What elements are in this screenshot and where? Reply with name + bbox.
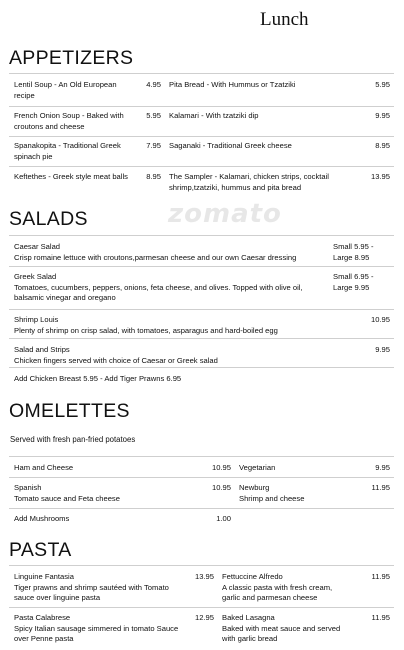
menu-item-price: 9.95 (375, 111, 390, 120)
menu-item (239, 463, 349, 474)
menu-item (14, 315, 329, 336)
menu-item-price: 10.95 (370, 315, 390, 324)
section-heading-appetizers: APPETIZERS (9, 47, 134, 69)
divider (9, 309, 394, 310)
price-small: Small 5.95 - (333, 242, 374, 251)
menu-item-price: 5.95 (146, 111, 161, 120)
menu-item: French Onion Soup - Baked with croutons and cheese (14, 111, 124, 131)
menu-item-price: 7.95 (146, 141, 161, 150)
menu-item (14, 463, 184, 474)
menu-item: Pita Bread - With Hummus or Tzatziki (169, 80, 296, 89)
menu-item-price: 1.00 (216, 514, 231, 523)
menu-item-price: 13.95 (194, 572, 214, 581)
menu-item: The Sampler - Kalamari, chicken strips, cocktail shrimp,tzatziki, hummus and pita bread (169, 172, 329, 192)
menu-item-desc: Chicken fingers served with choice of Caesar or Greek salad (14, 355, 218, 365)
divider (9, 136, 394, 137)
menu-item-price: 12.95 (194, 613, 214, 622)
menu-item-price: 11.95 (371, 483, 390, 492)
menu-item-price: 5.95 (375, 80, 390, 89)
menu-item-desc: Baked with meat sauce and served with garlic bread (222, 623, 341, 643)
menu-item-price: 8.95 (146, 172, 161, 181)
divider (9, 106, 394, 107)
divider (9, 477, 394, 478)
menu-item-name: Greek Salad (14, 272, 57, 281)
menu-item (14, 483, 184, 504)
section-heading-salads: SALADS (9, 208, 88, 230)
menu-item (14, 345, 329, 366)
divider (9, 565, 394, 566)
menu-item-price: 8.95 (375, 141, 390, 150)
menu-item-desc: Crisp romaine lettuce with croutons,parmesan cheese and our own Caesar dressing (14, 252, 297, 262)
divider (9, 266, 394, 267)
menu-item-name: Fettuccine Alfredo (222, 572, 283, 581)
menu-item-price: 11.95 (371, 572, 390, 581)
menu-item: Spanakopita - Traditional Greek spinach pie (14, 141, 121, 161)
divider (9, 338, 394, 339)
menu-item-desc: Tiger prawns and shrimp sautéed with Tomato sauce over linguine pasta (14, 582, 169, 602)
divider (9, 367, 394, 368)
menu-item-price: 4.95 (146, 80, 161, 89)
menu-item (14, 514, 184, 525)
price-small: Small 6.95 - (333, 272, 374, 281)
menu-item-desc: Tomato sauce and Feta cheese (14, 493, 120, 503)
menu-item-price: 10.95 (211, 463, 231, 472)
page-title: Lunch (260, 9, 309, 30)
menu-item (14, 613, 184, 645)
menu-item: Lentil Soup - An Old European recipe (14, 80, 117, 100)
menu-item-name: Shrimp Louis (14, 315, 59, 324)
menu-item-price (333, 242, 393, 263)
menu-item-desc: Spicy Italian sausage simmered in tomato Sauce over Penne pasta (14, 623, 179, 643)
menu-item (14, 242, 329, 263)
menu-item: Kalamari - With tzatziki dip (169, 111, 259, 120)
divider (9, 73, 394, 74)
menu-item-name: Ham and Cheese (14, 463, 74, 472)
menu-item-desc: A classic pasta with fresh cream, garlic and parmesan cheese (222, 582, 333, 602)
menu-item-price: 11.95 (371, 613, 390, 622)
divider (9, 235, 394, 236)
section-heading-omelettes: OMELETTES (9, 400, 130, 422)
divider (9, 607, 394, 608)
divider (9, 166, 394, 167)
menu-item (239, 483, 349, 504)
menu-item (14, 272, 329, 304)
menu-item: Saganaki - Traditional Greek cheese (169, 141, 292, 150)
watermark: zomato (168, 199, 282, 229)
menu-item-name: Spanish (14, 483, 42, 492)
menu-item-name: Vegetarian (239, 463, 276, 472)
menu-item (222, 613, 352, 645)
menu-item-name: Caesar Salad (14, 242, 61, 251)
menu-item-price (333, 272, 393, 293)
menu-item-price: 9.95 (375, 463, 390, 472)
menu-item-name: Newburg (239, 483, 270, 492)
menu-item (222, 572, 352, 604)
menu-item-name: Baked Lasagna (222, 613, 275, 622)
section-heading-pasta: PASTA (9, 539, 72, 561)
menu-item-desc: Tomatoes, cucumbers, peppers, onions, feta cheese, and olives. Topped with olive oil, balsamic vinegar and oregano (14, 282, 303, 302)
divider (9, 456, 394, 457)
menu-item-price: 9.95 (375, 345, 390, 354)
menu-item-name: Pasta Calabrese (14, 613, 71, 622)
menu-item: Keftethes - Greek style meat balls (14, 172, 128, 181)
menu-item-price: 13.95 (370, 172, 390, 181)
menu-item-desc: Plenty of shrimp on crisp salad, with tomatoes, asparagus and hard-boiled egg (14, 325, 278, 335)
section-subtitle: Served with fresh pan-fried potatoes (10, 435, 136, 444)
divider (9, 508, 394, 509)
price-large: Large 9.95 (333, 282, 370, 292)
menu-item-desc: Shrimp and cheese (239, 493, 305, 503)
price-large: Large 8.95 (333, 252, 370, 262)
salad-addon-note: Add Chicken Breast 5.95 - Add Tiger Prawns 6.95 (14, 374, 182, 383)
menu-item (14, 572, 184, 604)
menu-item-name: Salad and Strips (14, 345, 70, 354)
menu-item-name: Add Mushrooms (14, 514, 70, 523)
menu-item-price: 10.95 (211, 483, 231, 492)
menu-item-name: Linguine Fantasia (14, 572, 74, 581)
